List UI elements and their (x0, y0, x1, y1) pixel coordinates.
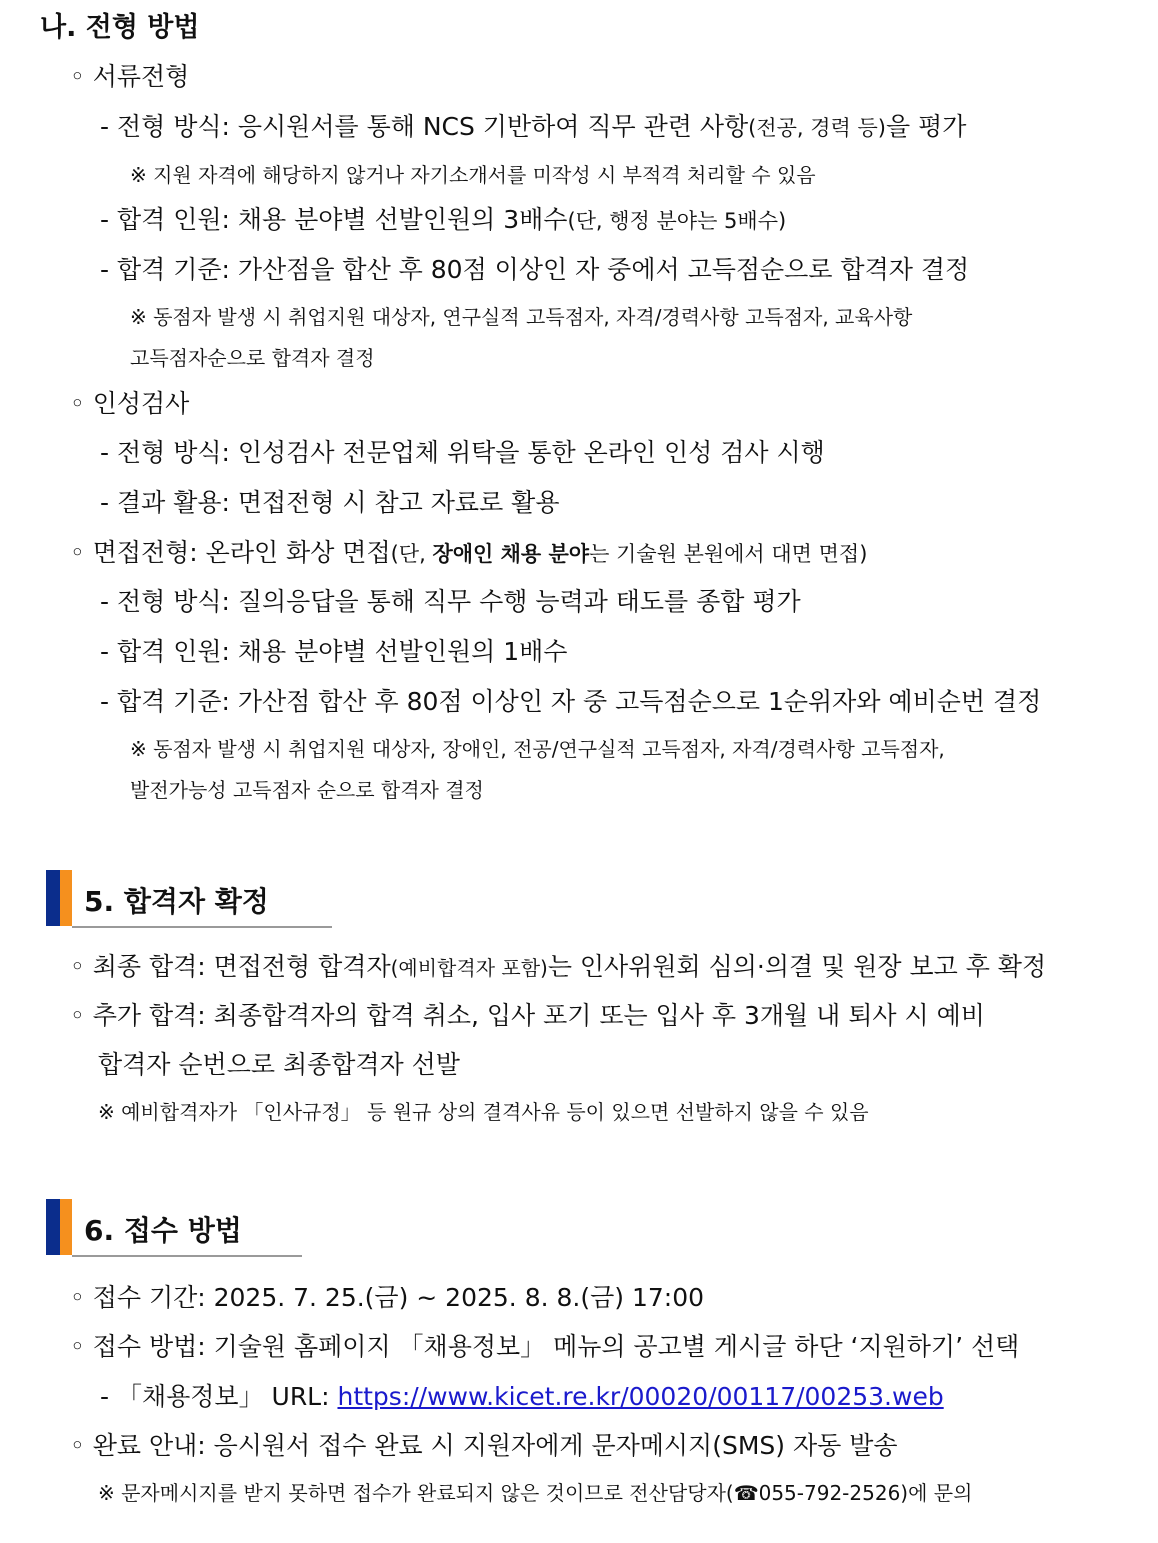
section-5-title: 5. 합격자 확정 (84, 885, 269, 918)
section-6-blue-bar (46, 1199, 60, 1255)
bullet-document-screening: ◦ 서류전형 (70, 62, 190, 91)
interview-paren-rest: 는 기술원 본원에서 대면 면접) (589, 542, 868, 566)
application-method-item: ◦ 접수 방법: 기술원 홈페이지 「채용정보」 메뉴의 공고별 게시글 하단 ‘지원하기’ 선택 (70, 1332, 1020, 1361)
doc-method-item (100, 112, 966, 142)
doc-count-text: - 합격 인원: 채용 분야별 선발인원의 3배수 (100, 205, 568, 234)
doc-criteria-note-line-1: ※ 동점자 발생 시 취업지원 대상자, 연구실적 고득점자, 자격/경력사항 고득점자, 교육사항 (130, 305, 913, 329)
interview-criteria-item: - 합격 기준: 가산점 합산 후 80점 이상인 자 중 고득점순으로 1순위자와 예비순번 결정 (100, 687, 1042, 716)
recruit-url-item (100, 1382, 944, 1412)
extra-pass-note: ※ 예비합격자가 「인사규정」 등 원규 상의 결격사유 등이 있으면 선발하지 않을 수 있음 (98, 1100, 869, 1124)
extra-pass-line-1: ◦ 추가 합격: 최종합격자의 합격 취소, 입사 포기 또는 입사 후 3개월 내 퇴사 시 예비 (70, 1001, 985, 1030)
section-6-title: 6. 접수 방법 (84, 1214, 242, 1247)
interview-note-line-1: ※ 동점자 발생 시 취업지원 대상자, 장애인, 전공/연구실적 고득점자, 자격/경력사항 고득점자, (130, 737, 945, 761)
section-5-blue-bar (46, 870, 60, 926)
final-pass-text: ◦ 최종 합격: 면접전형 합격자 (70, 952, 391, 981)
personality-usage-item: - 결과 활용: 면접전형 시 참고 자료로 활용 (100, 488, 560, 517)
recruit-url-label: - 「채용정보」 URL: (100, 1382, 338, 1411)
application-period-item: ◦ 접수 기간: 2025. 7. 25.(금) ~ 2025. 8. 8.(금) 17:00 (70, 1283, 704, 1312)
doc-count-paren: (단, 행정 분야는 5배수) (567, 209, 787, 233)
section-6-underline (72, 1255, 302, 1257)
interview-disabled-field: 장애인 채용 분야 (432, 542, 590, 566)
doc-count-item (100, 205, 786, 235)
personality-method-item: - 전형 방식: 인성검사 전문업체 위탁을 통한 온라인 인성 검사 시행 (100, 438, 825, 467)
interview-note-line-2: 발전가능성 고득점자 순으로 합격자 결정 (130, 778, 484, 802)
interview-count-item: - 합격 인원: 채용 분야별 선발인원의 1배수 (100, 637, 568, 666)
bullet-interview (70, 538, 867, 568)
section-6-orange-bar (60, 1199, 72, 1255)
doc-method-text: - 전형 방식: 응시원서를 통해 NCS 기반하여 직무 관련 사항 (100, 112, 749, 141)
completion-note: ※ 문자메시지를 받지 못하면 접수가 완료되지 않은 것이므로 전산담당자(☎055-792-2526)에 문의 (98, 1481, 973, 1505)
doc-method-note: ※ 지원 자격에 해당하지 않거나 자기소개서를 미작성 시 부적격 처리할 수 있음 (130, 163, 816, 187)
doc-criteria-item: - 합격 기준: 가산점을 합산 후 80점 이상인 자 중에서 고득점순으로 합격자 결정 (100, 255, 970, 284)
final-pass-item (70, 952, 1046, 982)
doc-method-tail: 을 평가 (886, 112, 967, 141)
bullet-personality-test: ◦ 인성검사 (70, 389, 190, 418)
section-header-6 (46, 1199, 306, 1255)
recruit-url-link[interactable]: https://www.kicet.re.kr/00020/00117/00253.web (337, 1382, 944, 1411)
section-5-underline (72, 926, 332, 928)
doc-criteria-note-line-2: 고득점자순으로 합격자 결정 (130, 346, 375, 370)
doc-method-paren: (전공, 경력 등) (748, 116, 886, 140)
interview-paren-open: (단, (390, 542, 433, 566)
interview-method-item: - 전형 방식: 질의응답을 통해 직무 수행 능력과 태도를 종합 평가 (100, 587, 801, 616)
final-pass-tail: 는 인사위원회 심의·의결 및 원장 보고 후 확정 (547, 952, 1047, 981)
interview-bullet-text: ◦ 면접전형: 온라인 화상 면접 (70, 538, 391, 567)
section-header-5 (46, 870, 336, 926)
final-pass-paren: (예비합격자 포함) (390, 956, 548, 980)
section-5-orange-bar (60, 870, 72, 926)
section-title-screening-method: 나. 전형 방법 (40, 12, 200, 43)
completion-notice-item: ◦ 완료 안내: 응시원서 접수 완료 시 지원자에게 문자메시지(SMS) 자동 발송 (70, 1431, 898, 1460)
extra-pass-line-2: 합격자 순번으로 최종합격자 선발 (98, 1050, 460, 1079)
